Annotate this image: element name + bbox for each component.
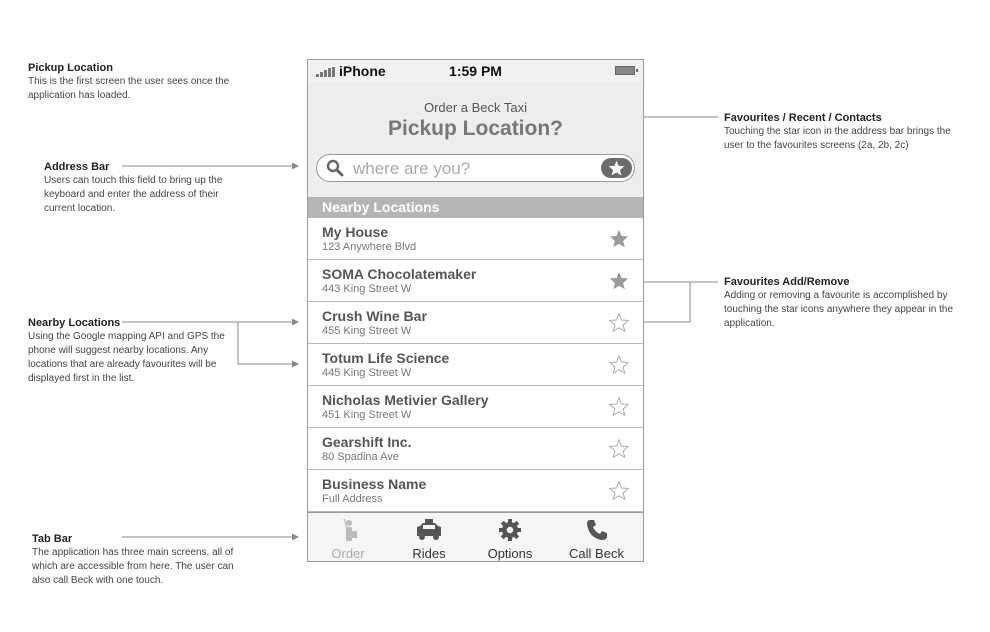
location-name: Business Name — [322, 476, 427, 492]
location-name: My House — [322, 224, 389, 240]
section-header-nearby: Nearby Locations — [308, 197, 643, 218]
annotation-favourites-recent-contacts — [724, 111, 964, 153]
callout-nearby-2 — [238, 322, 298, 364]
location-address: 455 King Street W — [322, 325, 412, 337]
favourites-button[interactable] — [601, 158, 632, 178]
page-title: Pickup Location? — [387, 117, 563, 140]
location-address: 443 King Street W — [322, 283, 412, 295]
star-filled-icon[interactable] — [609, 229, 629, 248]
location-address: 80 Spadina Ave — [322, 451, 399, 463]
header — [308, 82, 643, 197]
location-address: Full Address — [322, 493, 383, 505]
location-name: SOMA Chocolatemaker — [322, 266, 477, 282]
location-row[interactable] — [308, 260, 643, 302]
location-row[interactable] — [308, 344, 643, 386]
annotation-title: Nearby Locations — [28, 317, 121, 329]
annotation-favourites-add-remove — [724, 275, 964, 331]
callout-add-remove-1 — [633, 282, 718, 322]
tab-label: Order — [331, 546, 365, 561]
annotation-body: Using the Google mapping API and GPS the phone will suggest nearby locations. Any locations that are already favourites will be displayed first in the list. — [28, 331, 225, 384]
annotation-pickup-location — [28, 61, 253, 103]
annotation-title: Favourites / Recent / Contacts — [724, 112, 882, 124]
address-input[interactable] — [351, 157, 595, 181]
star-outline-icon[interactable] — [609, 397, 629, 416]
search-icon — [326, 159, 344, 177]
header-subtitle: Order a Beck Taxi — [423, 100, 528, 115]
location-name: Nicholas Metivier Gallery — [322, 392, 489, 408]
annotation-title: Favourites Add/Remove — [724, 276, 850, 288]
location-row[interactable] — [308, 428, 643, 470]
tab-label: Options — [487, 546, 533, 561]
status-time: 1:59 PM — [449, 63, 502, 79]
tab-order[interactable] — [308, 513, 388, 562]
tab-call-beck[interactable] — [550, 513, 643, 562]
annotation-body: Adding or removing a favourite is accomplished by touching the star icons anywhere they appear in the application. — [724, 290, 954, 329]
annotation-tab-bar — [32, 532, 242, 588]
location-address: 445 King Street W — [322, 367, 412, 379]
location-address: 451 King Street W — [322, 409, 412, 421]
tab-bar — [308, 512, 643, 562]
location-name: Gearshift Inc. — [322, 434, 412, 450]
address-bar[interactable] — [316, 154, 635, 182]
star-outline-icon[interactable] — [609, 313, 629, 332]
taxi-icon — [415, 518, 443, 542]
location-name: Totum Life Science — [322, 350, 450, 366]
location-name: Crush Wine Bar — [322, 308, 427, 324]
annotation-body: Users can touch this field to bring up the keyboard and enter the address of their current location. — [44, 175, 223, 214]
star-filled-icon[interactable] — [609, 271, 629, 290]
gear-icon — [498, 518, 522, 542]
tab-label: Rides — [412, 546, 446, 561]
annotation-body: The application has three main screens, all of which are accessible from here. The user can also call Beck with one touch. — [32, 547, 234, 586]
annotation-body: This is the first screen the user sees once the application has loaded. — [28, 76, 230, 101]
annotation-nearby-locations — [28, 316, 233, 386]
location-address: 123 Anywhere Blvd — [322, 241, 417, 253]
annotation-title: Address Bar — [44, 161, 110, 173]
star-outline-icon[interactable] — [609, 481, 629, 500]
phone-icon — [585, 518, 609, 542]
annotation-title: Pickup Location — [28, 62, 113, 74]
location-row[interactable] — [308, 470, 643, 512]
star-outline-icon[interactable] — [609, 355, 629, 374]
nearby-locations-list — [308, 218, 643, 512]
location-row[interactable] — [308, 218, 643, 260]
star-outline-icon[interactable] — [609, 439, 629, 458]
location-row[interactable] — [308, 386, 643, 428]
tab-rides[interactable] — [388, 513, 470, 562]
tab-label: Call Beck — [569, 546, 624, 561]
annotation-title: Tab Bar — [32, 533, 73, 545]
phone-screen — [307, 59, 644, 562]
battery-icon — [615, 66, 635, 75]
location-row[interactable] — [308, 302, 643, 344]
tab-options[interactable] — [470, 513, 550, 562]
star-icon — [608, 160, 625, 176]
person-hailing-icon — [336, 518, 360, 542]
annotation-body: Touching the star icon in the address bar brings the user to the favourites screens (2a, 2b, 2c) — [724, 126, 951, 151]
annotation-address-bar — [44, 160, 249, 216]
carrier-name: iPhone — [339, 63, 386, 79]
status-bar — [308, 60, 643, 83]
